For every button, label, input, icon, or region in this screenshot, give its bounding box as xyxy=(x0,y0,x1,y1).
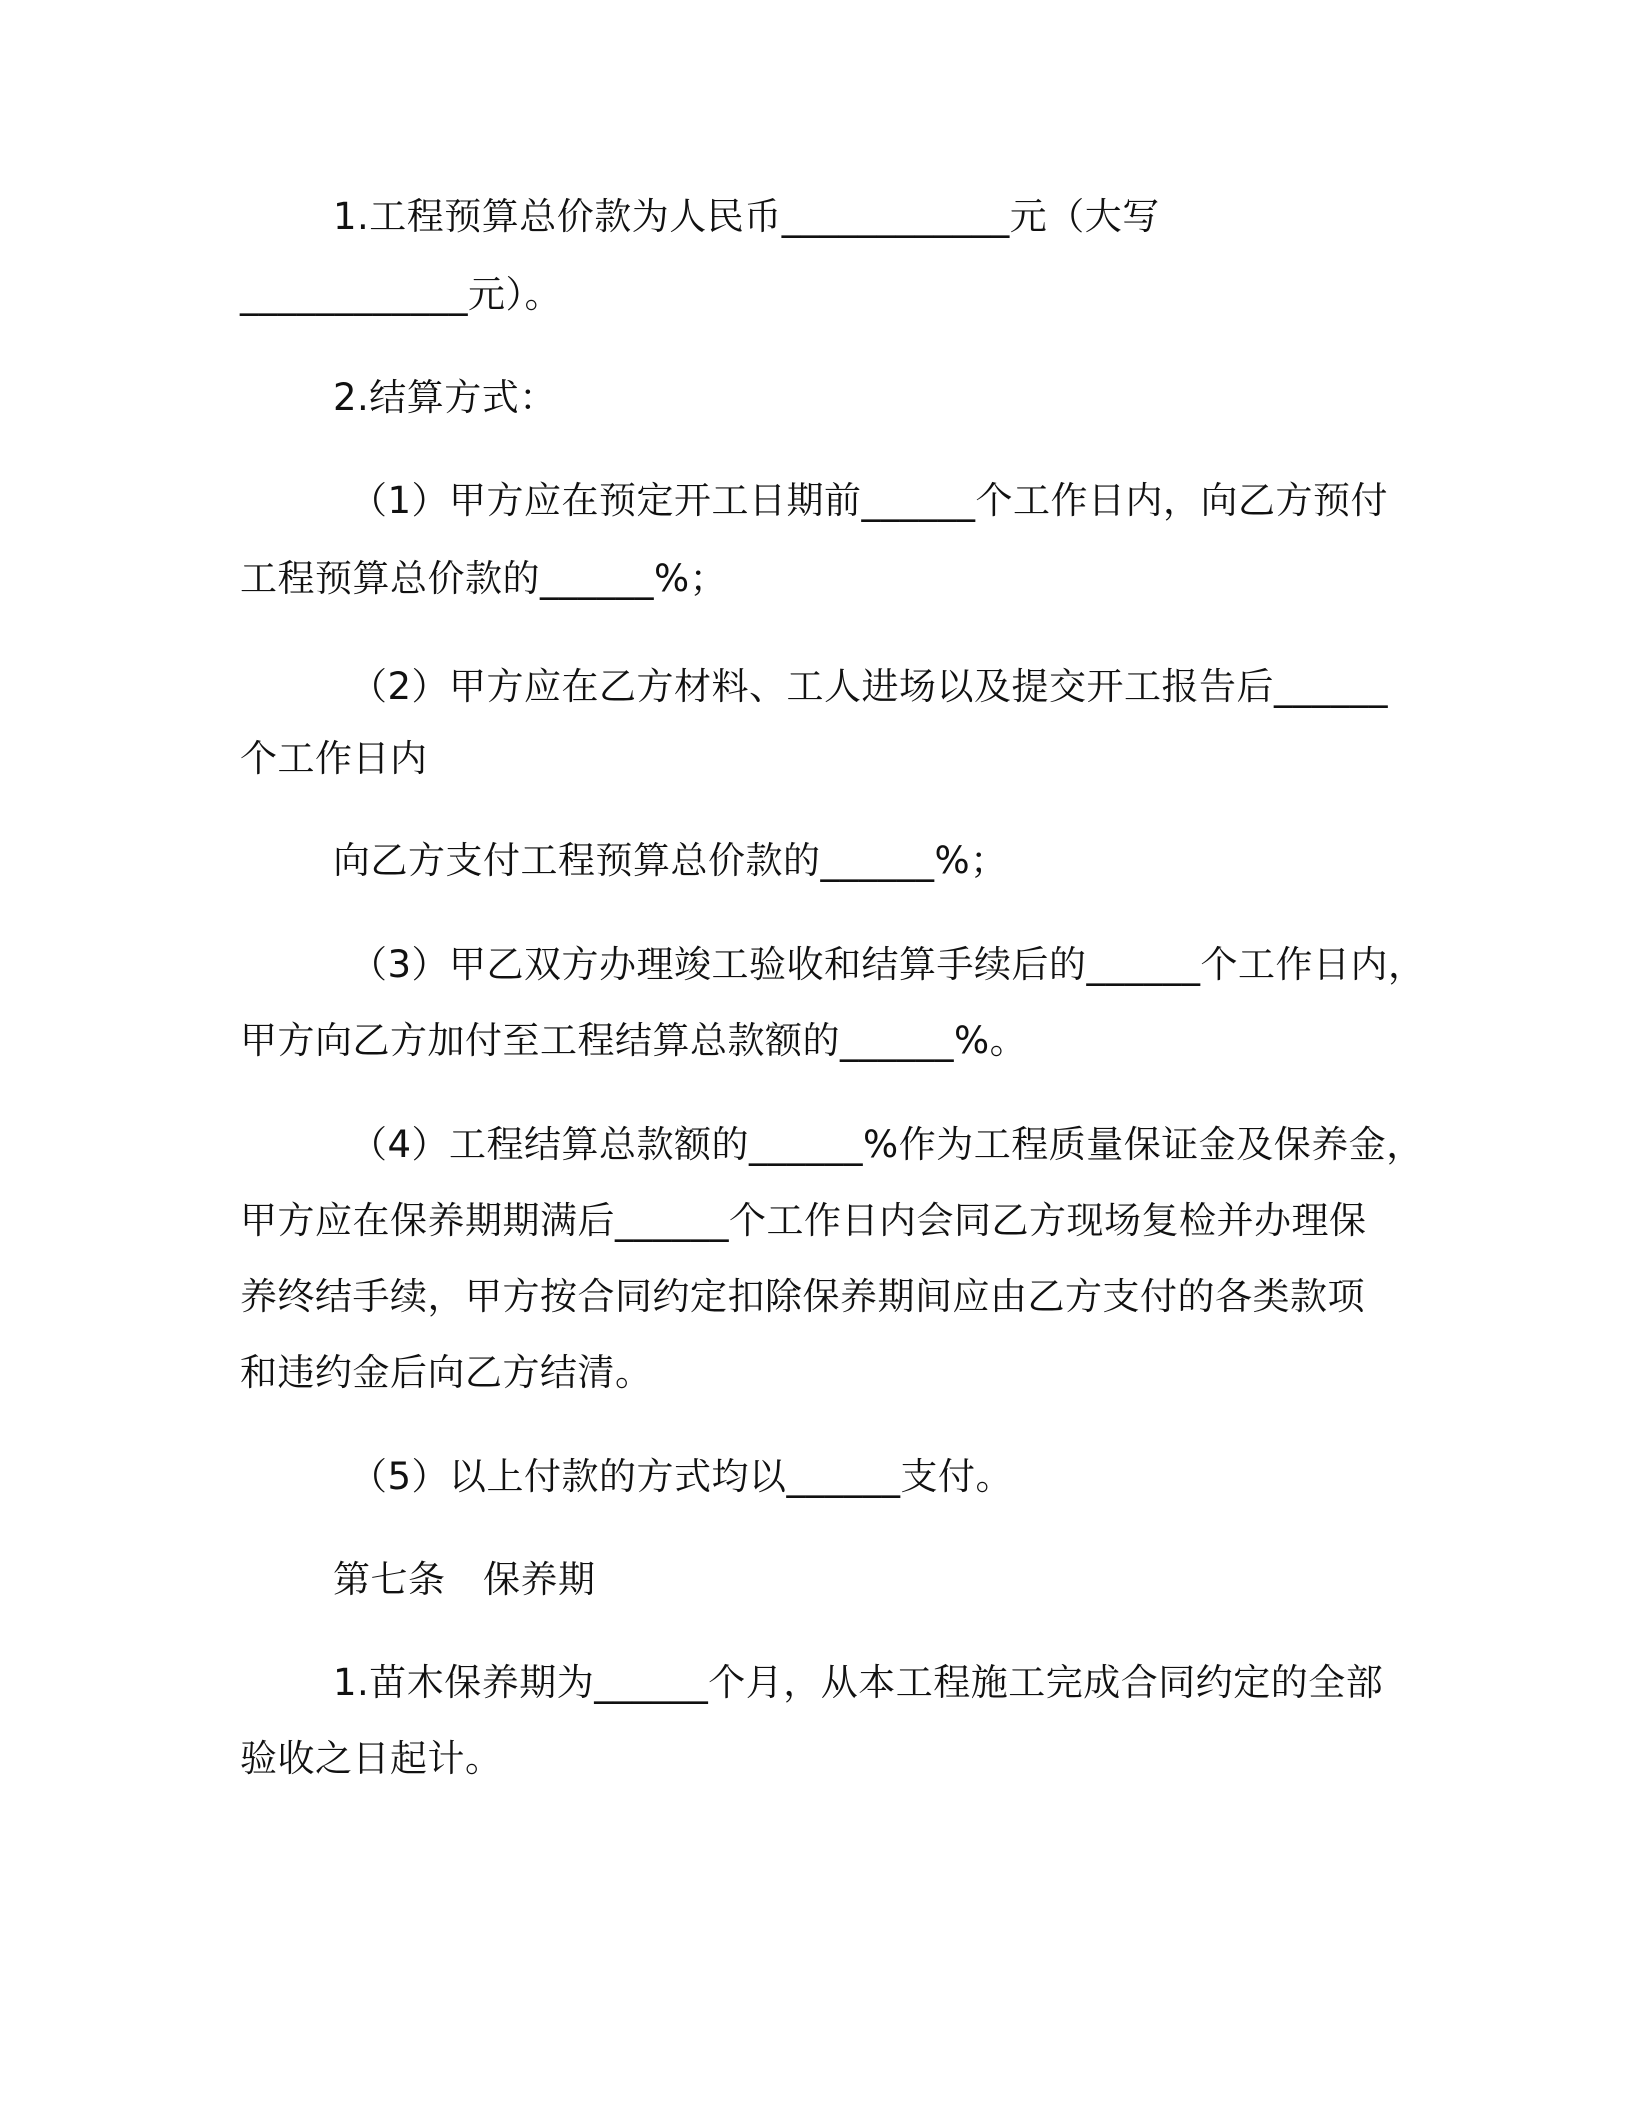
clause-2-heading: 2.结算方式： xyxy=(333,376,557,419)
article-7-clause-1-line-2: 验收之日起计。 xyxy=(240,1737,503,1780)
item-4-line-2: 甲方应在保养期期满后______个工作日内会同乙方现场复检并办理保 xyxy=(240,1199,1367,1242)
item-4-line-3: 养终结手续，甲方按合同约定扣除保养期间应由乙方支付的各类款项 xyxy=(240,1275,1365,1318)
item-4-line-4: 和违约金后向乙方结清。 xyxy=(240,1351,653,1394)
item-4-line-1: （4）工程结算总款额的______%作为工程质量保证金及保养金， xyxy=(350,1123,1424,1166)
clause-1-line-1: 1.工程预算总价款为人民币____________元（大写 xyxy=(333,195,1160,238)
article-7-heading: 第七条 保养期 xyxy=(333,1558,596,1601)
item-2-line-3: 向乙方支付工程预算总价款的______%； xyxy=(333,839,1008,882)
item-1-line-1: （1）甲方应在预定开工日期前______个工作日内，向乙方预付 xyxy=(350,479,1389,522)
item-2-line-2: 个工作日内 xyxy=(240,737,428,780)
item-1-line-2: 工程预算总价款的______%； xyxy=(240,557,728,600)
clause-1-line-2: ____________元）。 xyxy=(240,273,562,316)
article-7-clause-1-line-1: 1.苗木保养期为______个月，从本工程施工完成合同约定的全部 xyxy=(333,1661,1384,1704)
item-3-line-2: 甲方向乙方加付至工程结算总款额的______%。 xyxy=(240,1019,1028,1062)
item-5-line-1: （5）以上付款的方式均以______支付。 xyxy=(350,1455,1014,1498)
item-3-line-1: （3）甲乙双方办理竣工验收和结算手续后的______个工作日内， xyxy=(350,943,1426,986)
item-2-line-1: （2）甲方应在乙方材料、工人进场以及提交开工报告后______ xyxy=(350,665,1389,708)
